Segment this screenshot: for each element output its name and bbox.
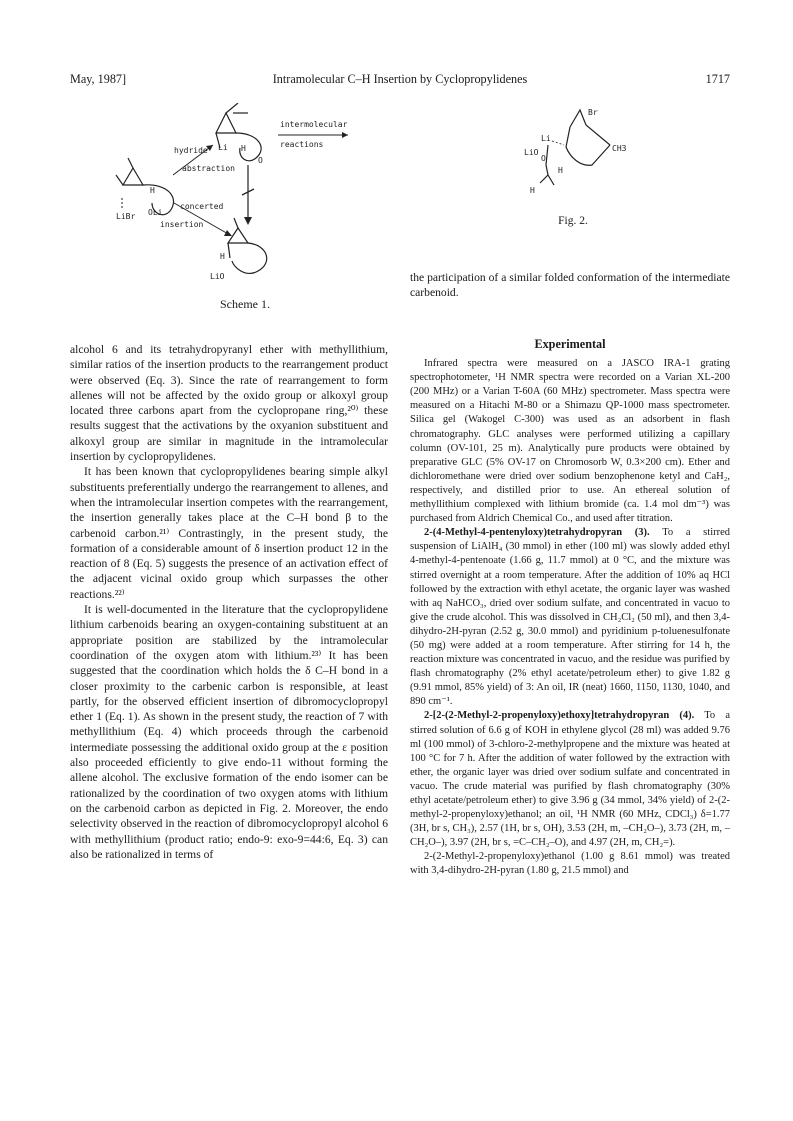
page-number: 1717 [705,72,730,86]
li-coordination-dash [552,141,564,145]
running-header [70,72,730,88]
intermolecular-label: intermolecular [280,120,348,129]
lio-label-fig2: LiO [524,148,539,157]
arrow-head [224,230,232,236]
header-date: May, 1987] [70,72,127,86]
left-paragraph-3: It is well-documented in the literature that the cyclopropylidene lithium carbenoids bearing an oxygen-containing substituent at an appropriate position are stabilized by the intramolecular coordination of the oxygen atom with lithium.²³⁾ It has been suggested that the coordination which holds the δ C–H bond in a closer proximity to the carbenic carbon is responsible, at least partly, for the observed efficient insertion of dibromocyclopropyl ether 1 (Eq. 1). As shown in the present study, the reaction of 7 with methyllithium (Eq. 4) which proceeds through the carbenoid intermediate possessing the additional oxido group at the ε position also proceeded efficiently to give endo-11 without forming the allene alcohol. The exclusive formation of the endo isomer can be rationalized by the coordination of two oxygen atoms with lithium on the carbenoid carbon as depicted in Fig. 2. Moreover, the endo selectivity observed in the reaction of dibromocyclopropyl alcohol 6 with methyllithium (product ratio; endo-9: exo-9=44:6, Eq. 3) can also be rationalized in terms of [70,603,388,861]
experimental-section [410,337,730,879]
figure-2-caption: Fig. 2. [558,215,588,227]
reactions-label: reactions [280,140,324,149]
libr-label: LiBr [116,212,136,221]
fig2-structure [540,110,610,185]
compound-3-title: 2-(4-Methyl-4-pentenyloxy)tetrahydropyran (3). [424,527,650,539]
insertion-label: insertion [160,220,204,229]
header-title: Intramolecular C–H Insertion by Cyclopropylidenes [272,72,528,86]
scheme-caption: Scheme 1. [220,297,270,311]
li-label-fig2: Li [541,134,551,143]
br-label: Br [588,108,598,117]
top-structure [216,103,261,161]
right-top-paragraph: the participation of a similar folded conformation of the intermediate carbenoid. [410,271,730,300]
experimental-paragraph-1: Infrared spectra were measured on a JASCO IRA-1 grating spectrophotometer, ¹H NMR spectra were recorded on a Varian XL-200 (200 MHz) or a Varian T-60A (60 MHz) spectrometer. Mass spectra were measured on a Hitachi M-80 or a Shimazu QP-1000 mass spectrometer. Silica gel (Wakogel C-300) was used as an adsorbent in flash chromatography. GLC analyses were performed utilizing a capillary column (OV-101, 25 m). Analytically pure products were obtained by preparative GLC (5% OV-17 on Chromosorb W, 0.3×200 cm). Ether and dichloromethane were dried over sodium benzophenone ketyl and CaH₂, respectively, and distilled prior to use. An ethereal solution of methyllithium complexed with lithium bromide (ca. 1.4 mol dm⁻³) was purchased from Aldrich Chemical Co., and used after titration. [410,358,730,525]
compound-4-title: 2-[2-(2-Methyl-2-propenyloxy)ethoxy]tetrahydropyran (4). [424,710,695,722]
arrow-head [342,132,348,138]
experimental-paragraph-2 [410,526,730,709]
o-label: O [258,156,263,165]
left-column [70,342,388,862]
h2-label-fig2: H [530,186,535,195]
experimental-paragraph-3 [410,709,730,850]
arrow-head [244,217,252,225]
h-label-left: H [150,186,155,195]
compound-4-text: To a stirred solution of 6.6 g of KOH in ethylene glycol (28 ml) was added 9.76 ml (100 mmol) of 3-chloro-2-methylpropene and the mixture was heated at 100 °C for 7 h. After the addition of water followed by the extraction with ether, the organic layer was dried over sodium sulfate and concentrated in vacuo. The crude material was purified by flash chromatography (30% ethyl acetate/petroleum ether) to give 3.96 g (34 mmol, 34% yield) of 2-(2-methyl-2-propenyloxy)ethanol; an oil, ¹H NMR (60 MHz, CDCl₃) δ=1.77 (3H, br s, CH₃), 2.57 (1H, br s, OH), 3.53 (2H, m, –CH₂O–), 3.73 (2H, m, –CH₂O–), 3.97 (2H, br s, =C–CH₂–O), and 4.97 (2H, m, CH₂=). [410,710,730,849]
compound-3-text: To a stirred suspension of LiAlH₄ (30 mmol) in ether (100 ml) was slowly added ethyl 4-methyl-4-pentenoate (1.66 g, 11.7 mmol) at 0 °C, and the mixture was stirred overnight at a room temperature. After the addition of 10% aq HCl followed by the extraction with ethyl acetate, the organic layer was washed with aq NaHCO₃, dried over sodium sulfate, and concentrated in vacuo to give the crude alcohol. This was dissolved in CH₂Cl₂ (50 ml), and then 3,4-dihydro-2H-pyran (2.52 g, 30.0 mmol) and pyridinium p-toluenesulfonate (50 mg) were added at a room temperature. After stirring for 14 h, the reaction mixture was concentrated in vacuo, and the residue was purified by flash chromatography (2% ethyl acetate/petroleum ether) to give 1.82 g (9.91 mmol, 85% yield) of 3: An oil, IR (neat) 1660, 1150, 1130, 1040, and 890 cm⁻¹. [410,527,731,708]
hydride-label: hydride [174,146,208,155]
abstraction-label: abstraction [182,164,235,173]
o-label-fig2: O [541,154,546,163]
h-label-bottom: H [220,252,225,261]
li-label: Li [218,143,228,152]
right-column-top [410,270,730,301]
concerted-label: concerted [180,202,224,211]
left-structure [116,158,174,215]
h1-label-fig2: H [558,166,563,175]
experimental-heading: Experimental [534,337,606,351]
bottom-structure [228,218,267,273]
scheme-1-diagram [108,103,368,303]
experimental-paragraph-4: 2-(2-Methyl-2-propenyloxy)ethanol (1.00 g 8.61 mmol) was treated with 3,4-dihydro-2H-pyran (1.80 g, 21.5 mmol) and [410,851,730,877]
figure-2-diagram [508,105,628,205]
lio-label: LiO [210,272,225,281]
h-label: H [241,144,246,153]
oli-label: OLi [148,208,163,217]
left-paragraph-2: It has been known that cyclopropylidenes bearing simple alkyl substituents preferentially undergo the rearrangement to allenes, and when the intramolecular insertion competes with the rearrangement, the insertion generally takes place at the C–H bond β to the carbenoid carbon.²¹⁾ Contrastingly, in the present study, the formation of a considerable amount of δ insertion product 12 in the reaction of 8 (Eq. 5) suggests the presence of an activation effect of the adjacent vicinal oxido group which surpasses the other reactions.²²⁾ [70,465,388,601]
left-paragraph-1: alcohol 6 and its tetrahydropyranyl ether with methyllithium, similar ratios of the insertion products to the rearrangement product were observed (Eq. 3). Since the rate of rearrangement to form allenes will not be affected by the oxido group or alkoxyl group located three carbons apart from the cyclopropane ring,²⁰⁾ these results suggest that the activations by the oxyanion substituent and alkoxyl group are similar in magnitude in the intramolecular insertion by cyclopropylidenes. [70,343,388,464]
ch3-label: CH3 [612,144,627,153]
